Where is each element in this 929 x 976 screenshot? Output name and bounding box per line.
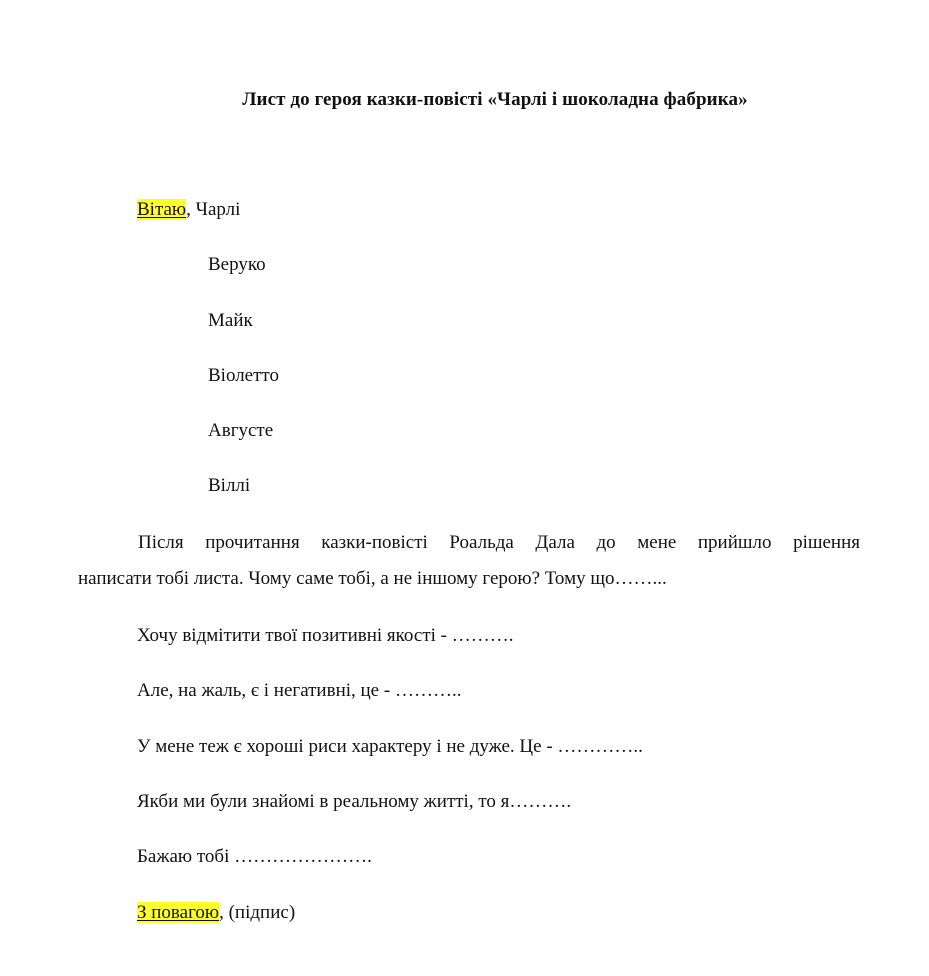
prompt-negative-qualities: Але, на жаль, є і негативні, це - ……….. — [137, 680, 462, 701]
greeting-highlight: Вітаю — [137, 199, 187, 220]
prompt-wishes: Бажаю тобі …………………. — [137, 846, 372, 867]
intro-paragraph-line-2: написати тобі листа. Чому саме тобі, а не іншому герою? Тому що……... — [78, 568, 667, 589]
greeting-line — [137, 198, 240, 222]
name-augustus: Августе — [208, 420, 274, 441]
prompt-positive-qualities: Хочу відмітити твої позитивні якості - ………. — [137, 625, 514, 646]
name-willy: Віллі — [208, 475, 251, 496]
closing-rest: , (підпис) — [219, 902, 296, 923]
intro-paragraph — [78, 525, 860, 597]
prompt-own-traits: У мене теж є хороші риси характеру і не дуже. Це - ………….. — [137, 736, 643, 757]
prompt-if-we-met: Якби ми були знайомі в реальному житті, то я………. — [137, 791, 572, 812]
name-veruca: Веруко — [208, 254, 266, 275]
intro-paragraph-line-1: Після прочитання казки-повісті Роальда Дала до мене прийшло рішення — [138, 532, 860, 553]
name-violet: Віолетто — [208, 365, 279, 386]
name-mike: Майк — [208, 310, 253, 331]
letter-title: Лист до героя казки-повісті «Чарлі і шоколадна фабрика» — [242, 89, 748, 110]
greeting-rest: , Чарлі — [186, 199, 241, 220]
closing-highlight: З повагою — [137, 902, 220, 923]
closing-line — [137, 901, 295, 925]
